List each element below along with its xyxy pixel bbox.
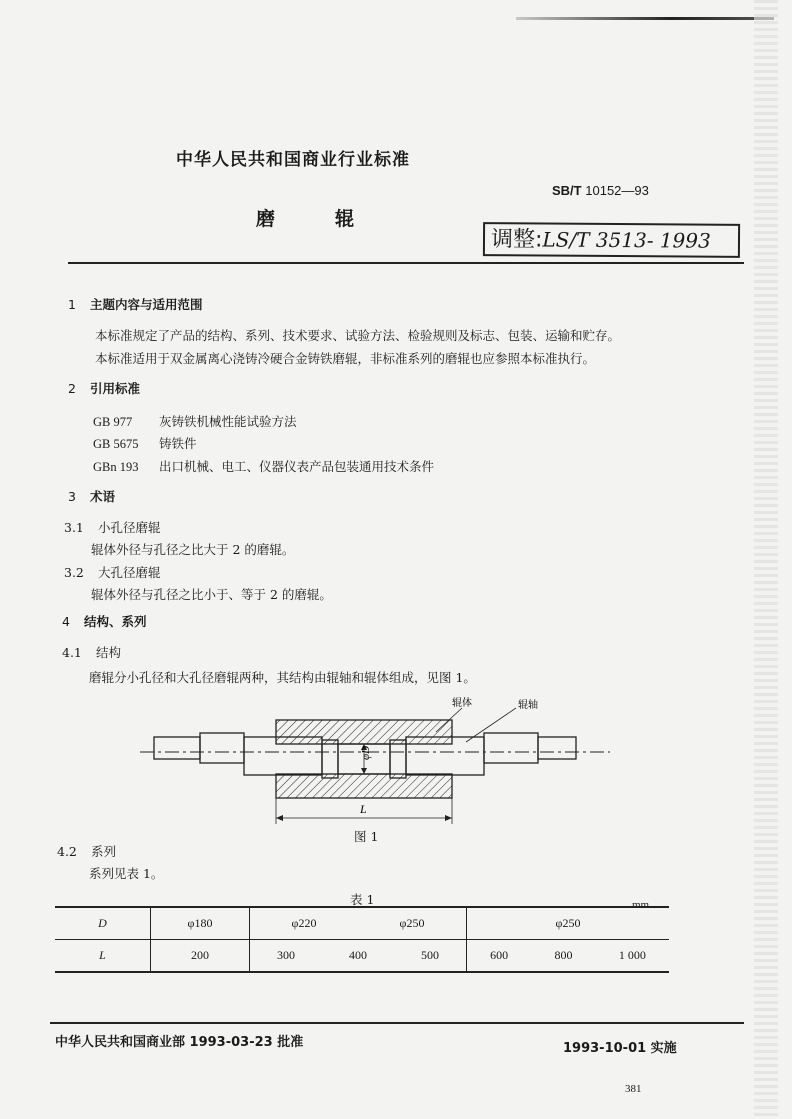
section-2-title: 引用标准 — [90, 381, 141, 396]
table-row — [55, 940, 669, 973]
l-value: 300 — [277, 948, 295, 962]
l-value: 800 — [554, 948, 573, 962]
row-label-L: L — [55, 940, 151, 973]
standard-number — [552, 183, 649, 198]
dimension-D — [360, 744, 372, 774]
org-title: 中华人民共和国商业行业标准 — [176, 150, 410, 170]
table-caption: 表 1 — [350, 892, 375, 907]
dimension-D-label: φD — [360, 745, 372, 760]
section-2-number: 2 — [68, 381, 76, 396]
reference-code: GB 977 — [93, 415, 133, 429]
l-value: 500 — [421, 948, 439, 962]
subsection-4-2-title: 系列 — [91, 844, 117, 859]
l-value: 600 — [490, 948, 509, 962]
l-value: 400 — [349, 948, 367, 962]
section-1-para-1: 本标准规定了产品的结构、系列、技术要求、试验方法、检验规则及标志、包装、运输和贮存。 — [95, 328, 621, 343]
section-4-title: 结构、系列 — [84, 614, 147, 629]
reference-code: GB 5675 — [93, 437, 139, 451]
subsection-4-1-title: 结构 — [96, 645, 122, 660]
footer-rule — [50, 1022, 744, 1024]
d-value: φ250 — [399, 916, 425, 930]
subsection-3-2-heading — [64, 563, 161, 581]
section-1-heading — [68, 295, 203, 313]
label-roller-shaft: 辊轴 — [518, 700, 538, 711]
subsection-4-1-text: 磨辊分小孔径和大孔径磨辊两种，其结构由辊轴和辊体组成，见图 1。 — [89, 670, 476, 685]
table-cell: 200 — [151, 940, 250, 973]
section-1-title: 主题内容与适用范围 — [90, 297, 203, 312]
adjustment-label: 调整: — [490, 227, 543, 253]
subsection-4-2-heading — [57, 842, 116, 860]
subsection-3-2-number: 3.2 — [64, 565, 84, 580]
reference-item — [93, 457, 434, 475]
section-3-title: 术语 — [90, 489, 116, 504]
section-2-heading — [68, 379, 140, 397]
d-value: φ220 — [291, 916, 317, 930]
subsection-4-2-number: 4.2 — [57, 844, 77, 859]
roller-diagram — [140, 690, 620, 830]
figure-caption: 图 1 — [354, 829, 379, 844]
subsection-4-1-number: 4.1 — [62, 645, 82, 660]
doc-title: 磨辊 — [256, 208, 415, 230]
label-roller-body: 辊体 — [452, 698, 472, 709]
header-rule — [68, 262, 744, 264]
subsection-3-1-heading — [64, 518, 161, 536]
section-4-number: 4 — [62, 614, 70, 629]
l-value: 1 000 — [618, 948, 646, 962]
section-1-para-2: 本标准适用于双金属离心浇铸冷硬合金铸铁磨辊，非标准系列的磨辊也应参照本标准执行。 — [95, 351, 596, 366]
page-number: 381 — [625, 1083, 642, 1095]
subsection-4-1-heading — [62, 643, 121, 661]
table-cell — [250, 907, 467, 940]
section-4-heading — [62, 612, 147, 630]
section-1-number: 1 — [68, 297, 76, 312]
reference-name: 铸铁件 — [159, 436, 197, 451]
reference-item — [93, 412, 297, 430]
subsection-3-1-title: 小孔径磨辊 — [98, 520, 161, 535]
standard-code: 10152—93 — [585, 183, 649, 198]
table-cell: φ250 — [467, 907, 670, 940]
table-cell: φ180 — [151, 907, 250, 940]
reference-name: 出口机械、电工、仪器仪表产品包装通用技术条件 — [159, 459, 435, 474]
subsection-3-1-text: 辊体外径与孔径之比大于 2 的磨辊。 — [91, 542, 295, 557]
subsection-3-2-text: 辊体外径与孔径之比小于、等于 2 的磨辊。 — [91, 587, 332, 602]
row-label-D: D — [55, 907, 151, 940]
implementation-line: 1993-10-01 实施 — [563, 1041, 677, 1056]
reference-code: GBn 193 — [93, 460, 139, 474]
dimension-L-label: L — [360, 802, 367, 816]
subsection-3-1-number: 3.1 — [64, 520, 84, 535]
standard-prefix: SB/T — [552, 183, 582, 198]
table-unit: mm — [632, 899, 650, 911]
top-scan-line — [516, 17, 774, 20]
table-cell — [467, 940, 670, 973]
table-cell — [250, 940, 467, 973]
section-3-heading — [68, 487, 115, 505]
reference-name: 灰铸铁机械性能试验方法 — [159, 414, 297, 429]
reference-item — [93, 434, 197, 452]
table-row — [55, 907, 669, 940]
section-3-number: 3 — [68, 489, 76, 504]
scan-edge — [754, 0, 778, 1119]
series-table — [55, 906, 669, 973]
subsection-4-2-text: 系列见表 1。 — [89, 866, 164, 881]
subsection-3-2-title: 大孔径磨辊 — [98, 565, 161, 580]
adjustment-value: LS/T 3513- 1993 — [542, 227, 711, 253]
dimension-L — [276, 798, 452, 824]
approval-line: 中华人民共和国商业部 1993-03-23 批准 — [55, 1035, 304, 1050]
adjustment-stamp — [483, 222, 740, 258]
